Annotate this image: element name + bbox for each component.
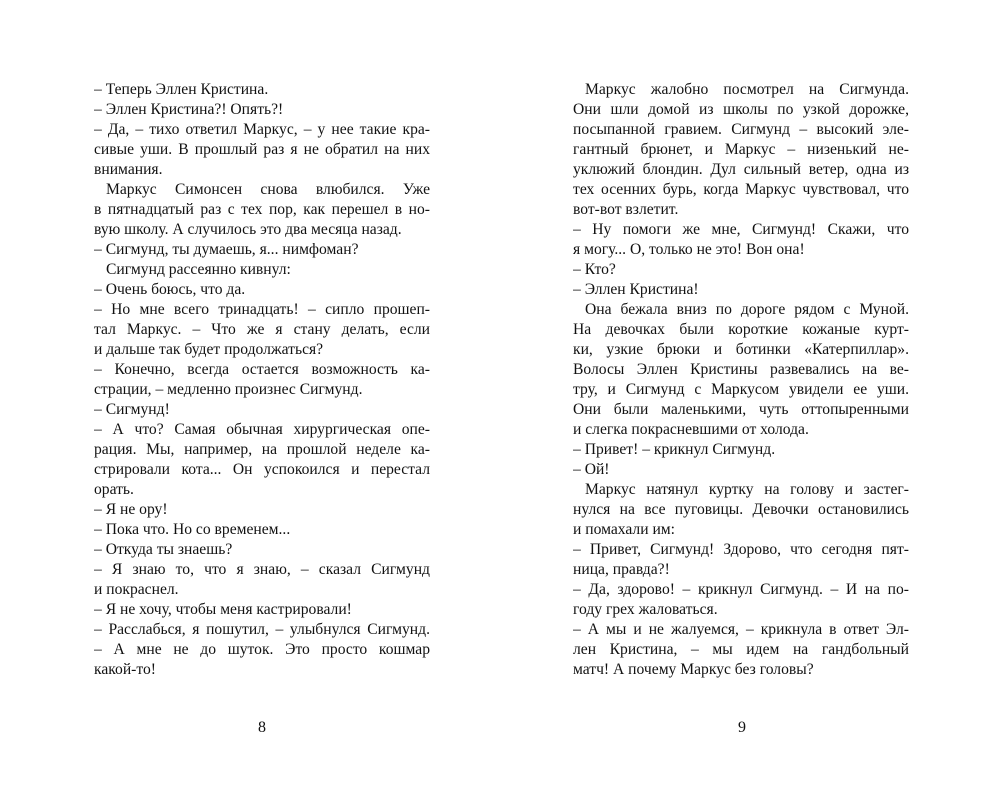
text-line: – Сигмунд! — [94, 401, 170, 418]
text-line: – Эллен Кристина?! Опять?! — [94, 101, 284, 118]
text-line: я могу... О, только не это! Вон она! — [573, 241, 805, 258]
page-number-left: 8 — [258, 719, 266, 736]
text-line: – Конечно, всегда остается возможность ка- — [94, 361, 430, 378]
text-line: – Эллен Кристина! — [573, 281, 699, 298]
text-line: гантный брюнет, и Маркус – низенький не- — [573, 141, 909, 158]
text-line: – Да, – тихо ответил Маркус, – у нее такие кра- — [94, 121, 430, 138]
text-line: нулся на все пуговицы. Девочки остановились — [573, 501, 909, 518]
text-line: рация. Мы, например, на прошлой неделе ка- — [94, 441, 430, 458]
text-line: Маркус натянул куртку на голову и застег- — [585, 481, 909, 498]
text-line: ки, узкие брюки и ботинки «Катерпиллар». — [573, 341, 909, 358]
text-line: и слегка покрасневшими от холода. — [573, 421, 809, 438]
text-line: уклюжий блондин. Дул сильный ветер, одна из — [573, 161, 909, 178]
text-line: Она бежала вниз по дороге рядом с Муной. — [585, 301, 909, 318]
text-line: – Очень боюсь, что да. — [94, 281, 246, 298]
text-line: Они были маленькими, чуть оттопыренными — [573, 401, 909, 418]
text-line: – Да, здорово! – крикнул Сигмунд. – И на по- — [573, 581, 909, 598]
text-line: страции, – медленно произнес Сигмунд. — [94, 381, 363, 398]
right-page-text — [573, 80, 909, 680]
text-line: Маркус Симонсен снова влюбился. Уже — [106, 181, 430, 198]
text-line: – Откуда ты знаешь? — [94, 541, 233, 558]
text-line: лен Кристина, – мы идем на гандбольный — [573, 641, 909, 658]
text-line: орать. — [94, 481, 134, 498]
text-line: – Ой! — [573, 461, 610, 478]
page-number-right: 9 — [738, 719, 746, 736]
text-line: – Ну помоги же мне, Сигмунд! Скажи, что — [573, 221, 909, 238]
text-line: – Привет, Сигмунд! Здорово, что сегодня пят- — [573, 541, 909, 558]
text-line: – Теперь Эллен Кристина. — [94, 81, 269, 98]
text-line: тал Маркус. – Что же я стану делать, если — [94, 321, 430, 338]
text-line: внимания. — [94, 161, 163, 178]
text-line: Маркус жалобно посмотрел на Сигмунда. — [585, 81, 909, 98]
text-line: вую школу. А случилось это два месяца назад. — [94, 221, 402, 238]
text-line: году грех жаловаться. — [573, 601, 718, 618]
text-line: – А мне не до шуток. Это просто кошмар — [94, 641, 430, 658]
text-line: посыпанной гравием. Сигмунд – высокий эле- — [573, 121, 909, 138]
text-line: и покраснел. — [94, 581, 179, 598]
text-line: – Пока что. Но со временем... — [94, 521, 291, 538]
left-page-text — [94, 80, 430, 680]
text-line: в пятнадцатый раз с тех пор, как перешел в но- — [94, 201, 430, 218]
text-line: – Кто? — [573, 261, 616, 278]
text-line: – А мы и не жалуемся, – крикнула в ответ Эл- — [573, 621, 909, 638]
text-line: Волосы Эллен Кристины развевались на ве- — [573, 361, 909, 378]
text-line: – Но мне всего тринадцать! – сипло прошеп- — [94, 301, 430, 318]
text-line: – Привет! – крикнул Сигмунд. — [573, 441, 776, 458]
text-line: ница, правда?! — [573, 561, 670, 578]
text-line: – А что? Самая обычная хирургическая опе- — [94, 421, 430, 438]
text-line: какой-то! — [94, 661, 156, 678]
text-line: тех осенних бурь, когда Маркус чувствовал, что — [573, 181, 909, 198]
text-line: сивые уши. В прошлый раз я не обратил на них — [94, 141, 430, 158]
text-line: – Я не ору! — [94, 501, 168, 518]
text-line: – Я знаю то, что я знаю, – сказал Сигмунд — [94, 561, 430, 578]
text-line: стрировали кота... Он успокоился и перестал — [94, 461, 430, 478]
text-line: и помахали им: — [573, 521, 675, 538]
text-line: Сигмунд рассеянно кивнул: — [106, 261, 291, 278]
text-line: – Я не хочу, чтобы меня кастрировали! — [94, 601, 352, 618]
text-line: – Сигмунд, ты думаешь, я... нимфоман? — [94, 241, 359, 258]
text-line: Они шли домой из школы по узкой дорожке, — [573, 101, 909, 118]
text-line: – Расслабься, я пошутил, – улыбнулся Сигмунд. — [94, 621, 430, 638]
text-line: На девочках были короткие кожаные курт- — [573, 321, 909, 338]
text-line: и дальше так будет продолжаться? — [94, 341, 324, 358]
text-line: вот-вот взлетит. — [573, 201, 679, 218]
text-line: матч! А почему Маркус без головы? — [573, 661, 814, 678]
text-line: тру, и Сигмунд с Маркусом увидели ее уши. — [573, 381, 909, 398]
